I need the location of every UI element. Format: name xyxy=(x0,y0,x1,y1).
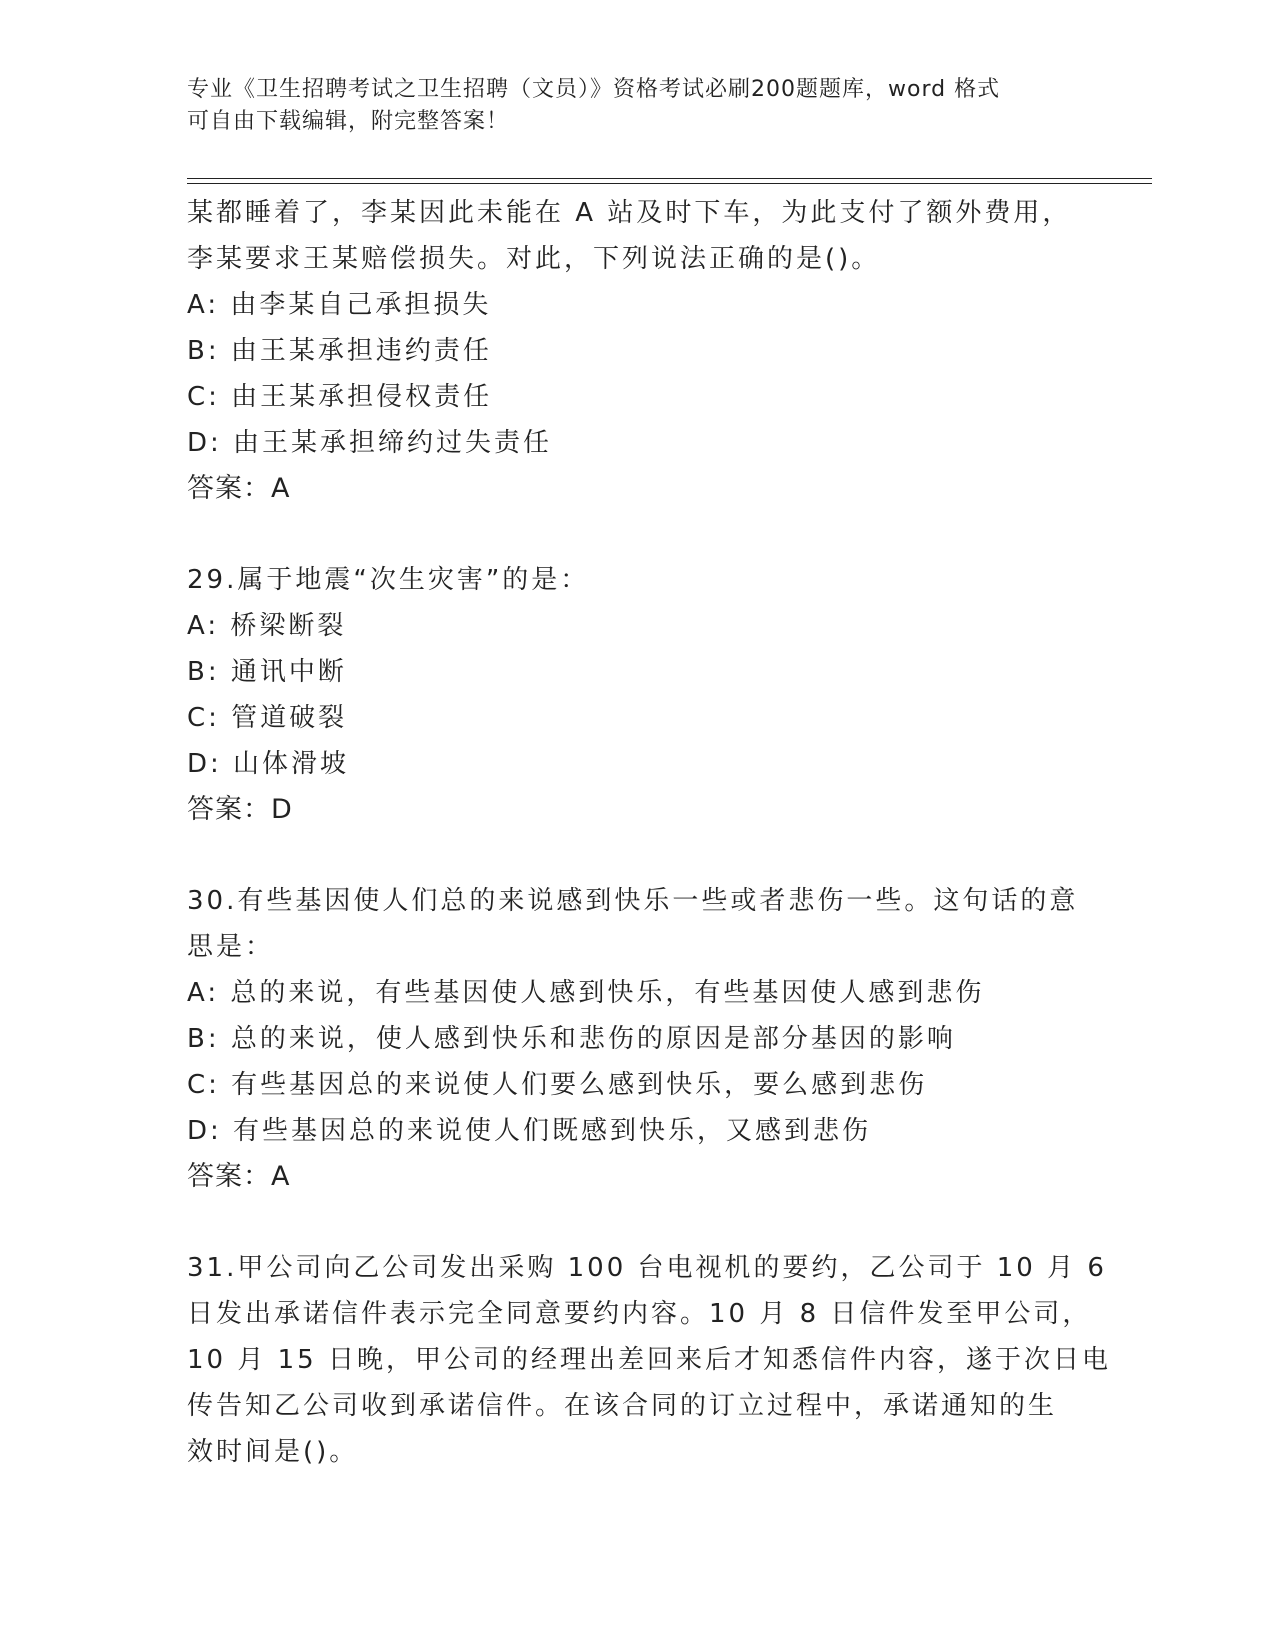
option-b: B: 由王某承担违约责任 xyxy=(187,336,492,366)
answer-label: 答案：A xyxy=(187,1161,291,1192)
question-28 xyxy=(187,190,1087,512)
answer-label: 答案：D xyxy=(187,794,293,825)
question-stem-line: 李某要求王某赔偿损失。对此，下列说法正确的是()。 xyxy=(187,244,881,274)
spacer xyxy=(187,1200,1087,1245)
question-stem-line: 31.甲公司向乙公司发出采购 100 台电视机的要约，乙公司于 10 月 6 xyxy=(187,1253,1107,1283)
question-stem-line: 思是： xyxy=(187,932,275,962)
option-d: D: 由王某承担缔约过失责任 xyxy=(187,428,553,458)
option-a: A: 桥梁断裂 xyxy=(187,611,347,641)
document-header xyxy=(187,74,1087,138)
question-stem-line: 效时间是()。 xyxy=(187,1437,359,1467)
answer-label: 答案：A xyxy=(187,473,291,504)
question-stem-line: 10 月 15 日晚，甲公司的经理出差回来后才知悉信件内容，遂于次日电 xyxy=(187,1345,1111,1375)
option-d: D: 山体滑坡 xyxy=(187,749,350,779)
option-c: C: 由王某承担侵权责任 xyxy=(187,382,493,412)
question-stem-line: 传告知乙公司收到承诺信件。在该合同的订立过程中，承诺通知的生 xyxy=(187,1391,1058,1421)
option-b: B: 通讯中断 xyxy=(187,657,347,687)
header-title-line-2: 可自由下载编辑，附完整答案！ xyxy=(187,109,510,134)
option-d: D: 有些基因总的来说使人们既感到快乐，又感到悲伤 xyxy=(187,1116,872,1146)
question-list xyxy=(187,190,1111,1475)
question-stem-line: 某都睡着了，李某因此未能在 A 站及时下车，为此支付了额外费用， xyxy=(187,198,1072,228)
option-c: C: 管道破裂 xyxy=(187,703,348,733)
question-29 xyxy=(187,557,1087,833)
question-stem-line: 日发出承诺信件表示完全同意要约内容。10 月 8 日信件发至甲公司， xyxy=(187,1299,1092,1329)
option-b: B: 总的来说，使人感到快乐和悲伤的原因是部分基因的影响 xyxy=(187,1024,956,1054)
question-31 xyxy=(187,1245,1111,1475)
question-stem-line: 30.有些基因使人们总的来说感到快乐一些或者悲伤一些。这句话的意 xyxy=(187,886,1079,916)
spacer xyxy=(187,512,1087,557)
question-30 xyxy=(187,878,1087,1200)
header-divider-top xyxy=(187,178,1152,179)
spacer xyxy=(187,833,1087,878)
header-title-line-1: 专业《卫生招聘考试之卫生招聘（文员）》资格考试必刷200题题库，word 格式 xyxy=(187,77,1001,102)
option-a: A: 总的来说，有些基因使人感到快乐，有些基因使人感到悲伤 xyxy=(187,978,985,1008)
question-stem-line: 29.属于地震“次生灾害”的是： xyxy=(187,565,590,595)
option-a: A: 由李某自己承担损失 xyxy=(187,290,492,320)
option-c: C: 有些基因总的来说使人们要么感到快乐，要么感到悲伤 xyxy=(187,1070,928,1100)
header-divider-bottom xyxy=(187,183,1152,184)
